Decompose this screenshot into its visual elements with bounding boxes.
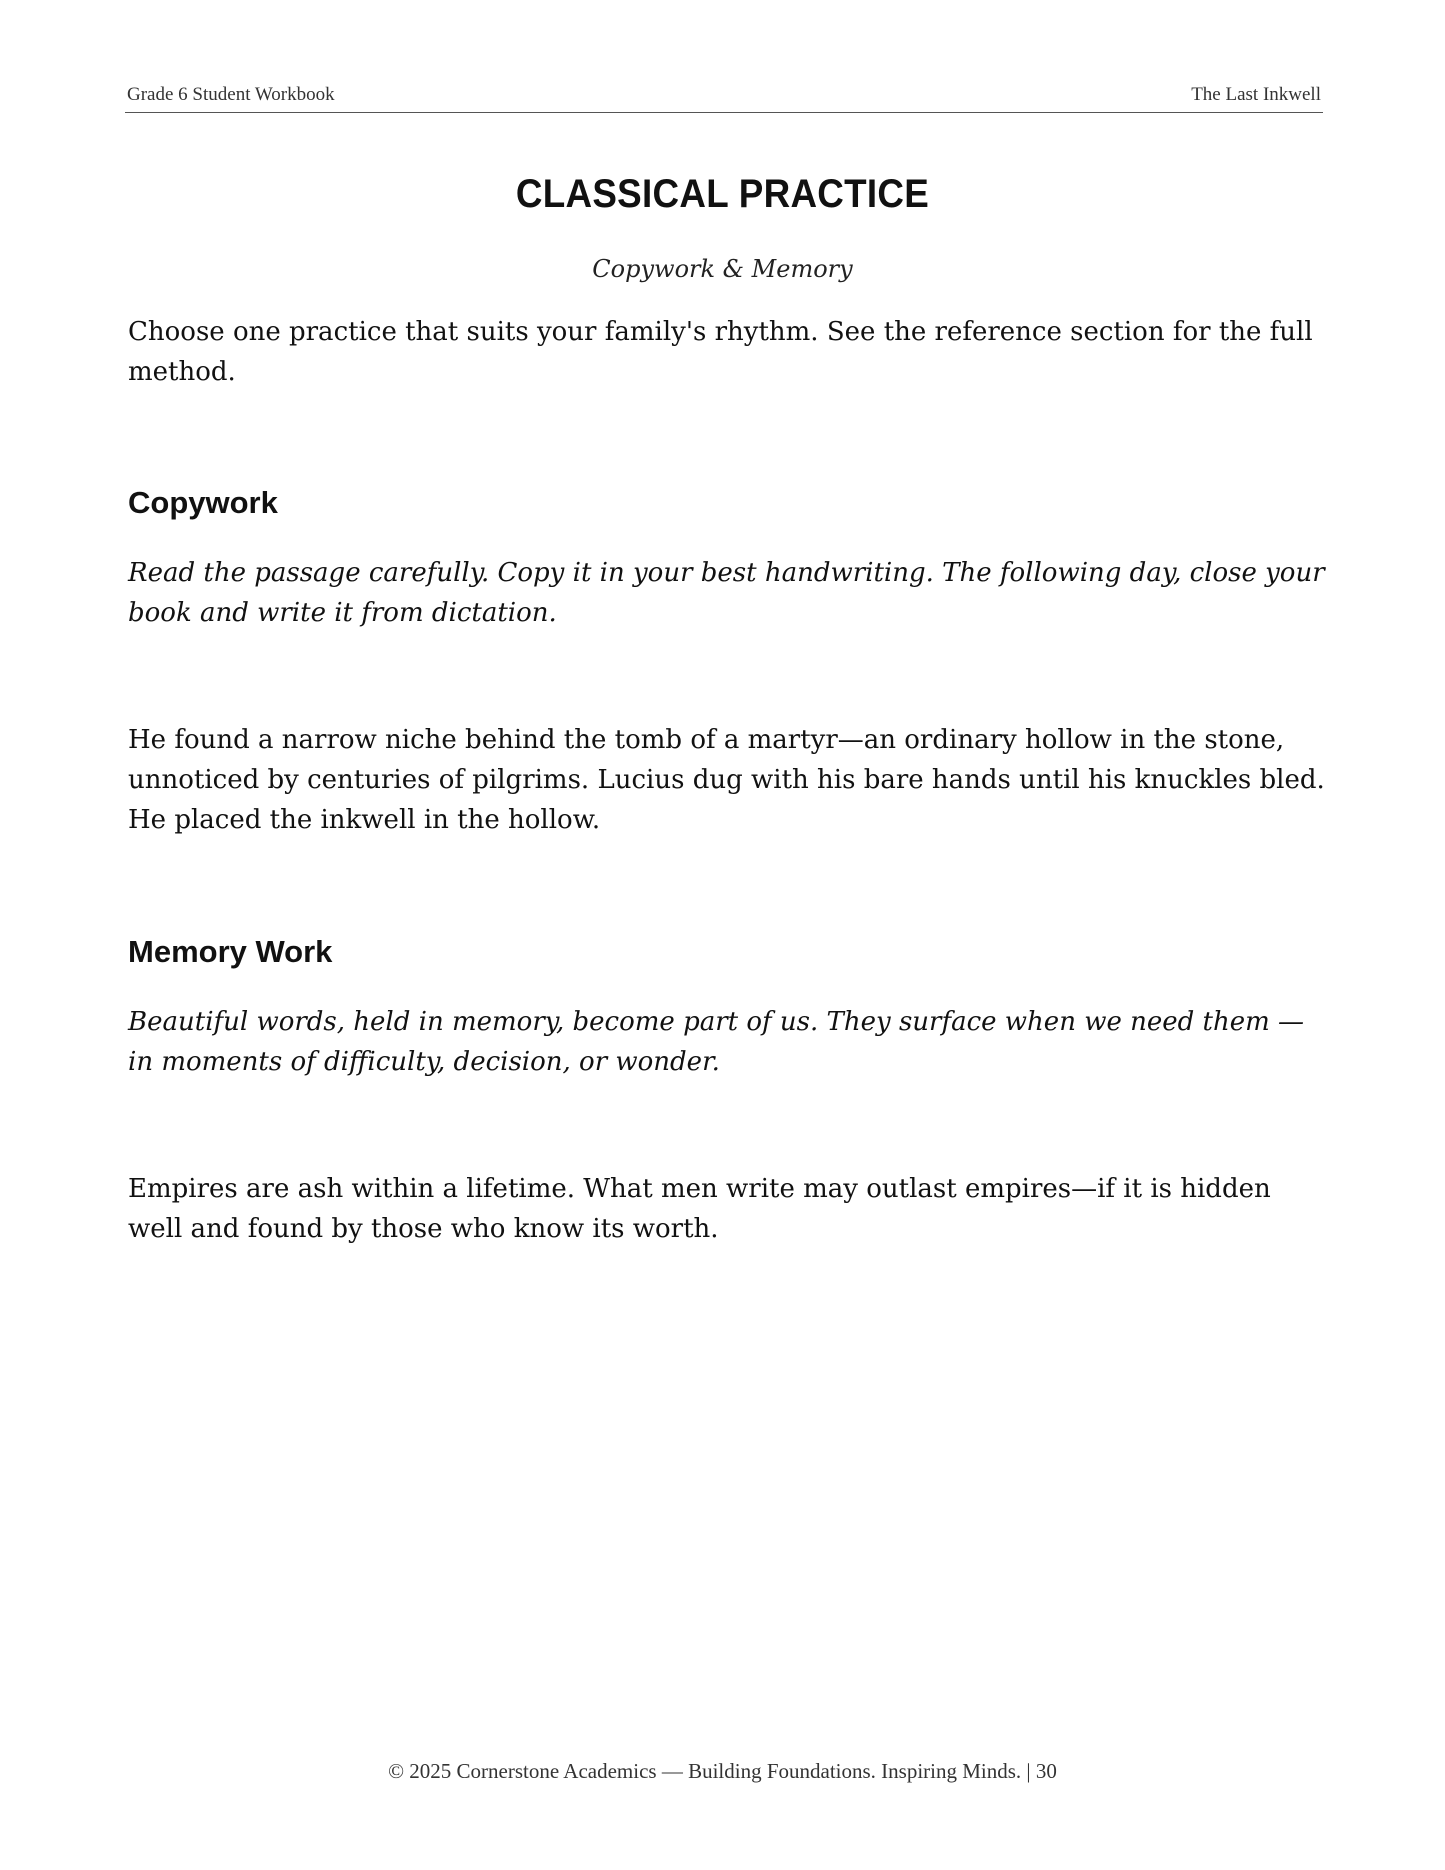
page-title: CLASSICAL PRACTICE bbox=[515, 172, 930, 216]
memory-work-heading: Memory Work bbox=[128, 934, 333, 969]
page-subtitle: Copywork & Memory bbox=[592, 255, 853, 283]
header-workbook-title: Grade 6 Student Workbook bbox=[127, 84, 335, 105]
memory-work-instructions: Beautiful words, held in memory, become part of us. They surface when we need them — in moments of difficulty, decision, or wonder. bbox=[128, 1007, 1305, 1077]
header-book-title: The Last Inkwell bbox=[1191, 84, 1321, 105]
copywork-heading: Copywork bbox=[128, 485, 278, 520]
copywork-passage: He found a narrow niche behind the tomb of a martyr—an ordinary hollow in the stone, unnoticed by centuries of pilgrims. Lucius dug with his bare hands until his knuckles bled. He placed the inkwell in the hollow. bbox=[128, 725, 1325, 835]
page-footer: © 2025 Cornerstone Academics — Building Foundations. Inspiring Minds. | 30 bbox=[388, 1759, 1057, 1783]
intro-paragraph: Choose one practice that suits your family's rhythm. See the reference section for the full method. bbox=[128, 317, 1313, 387]
running-header bbox=[125, 82, 1323, 113]
memory-work-passage: Empires are ash within a lifetime. What men write may outlast empires—if it is hidden well and found by those who know its worth. bbox=[128, 1174, 1271, 1244]
copywork-instructions: Read the passage carefully. Copy it in your best handwriting. The following day, close your book and write it from dictation. bbox=[128, 558, 1325, 628]
